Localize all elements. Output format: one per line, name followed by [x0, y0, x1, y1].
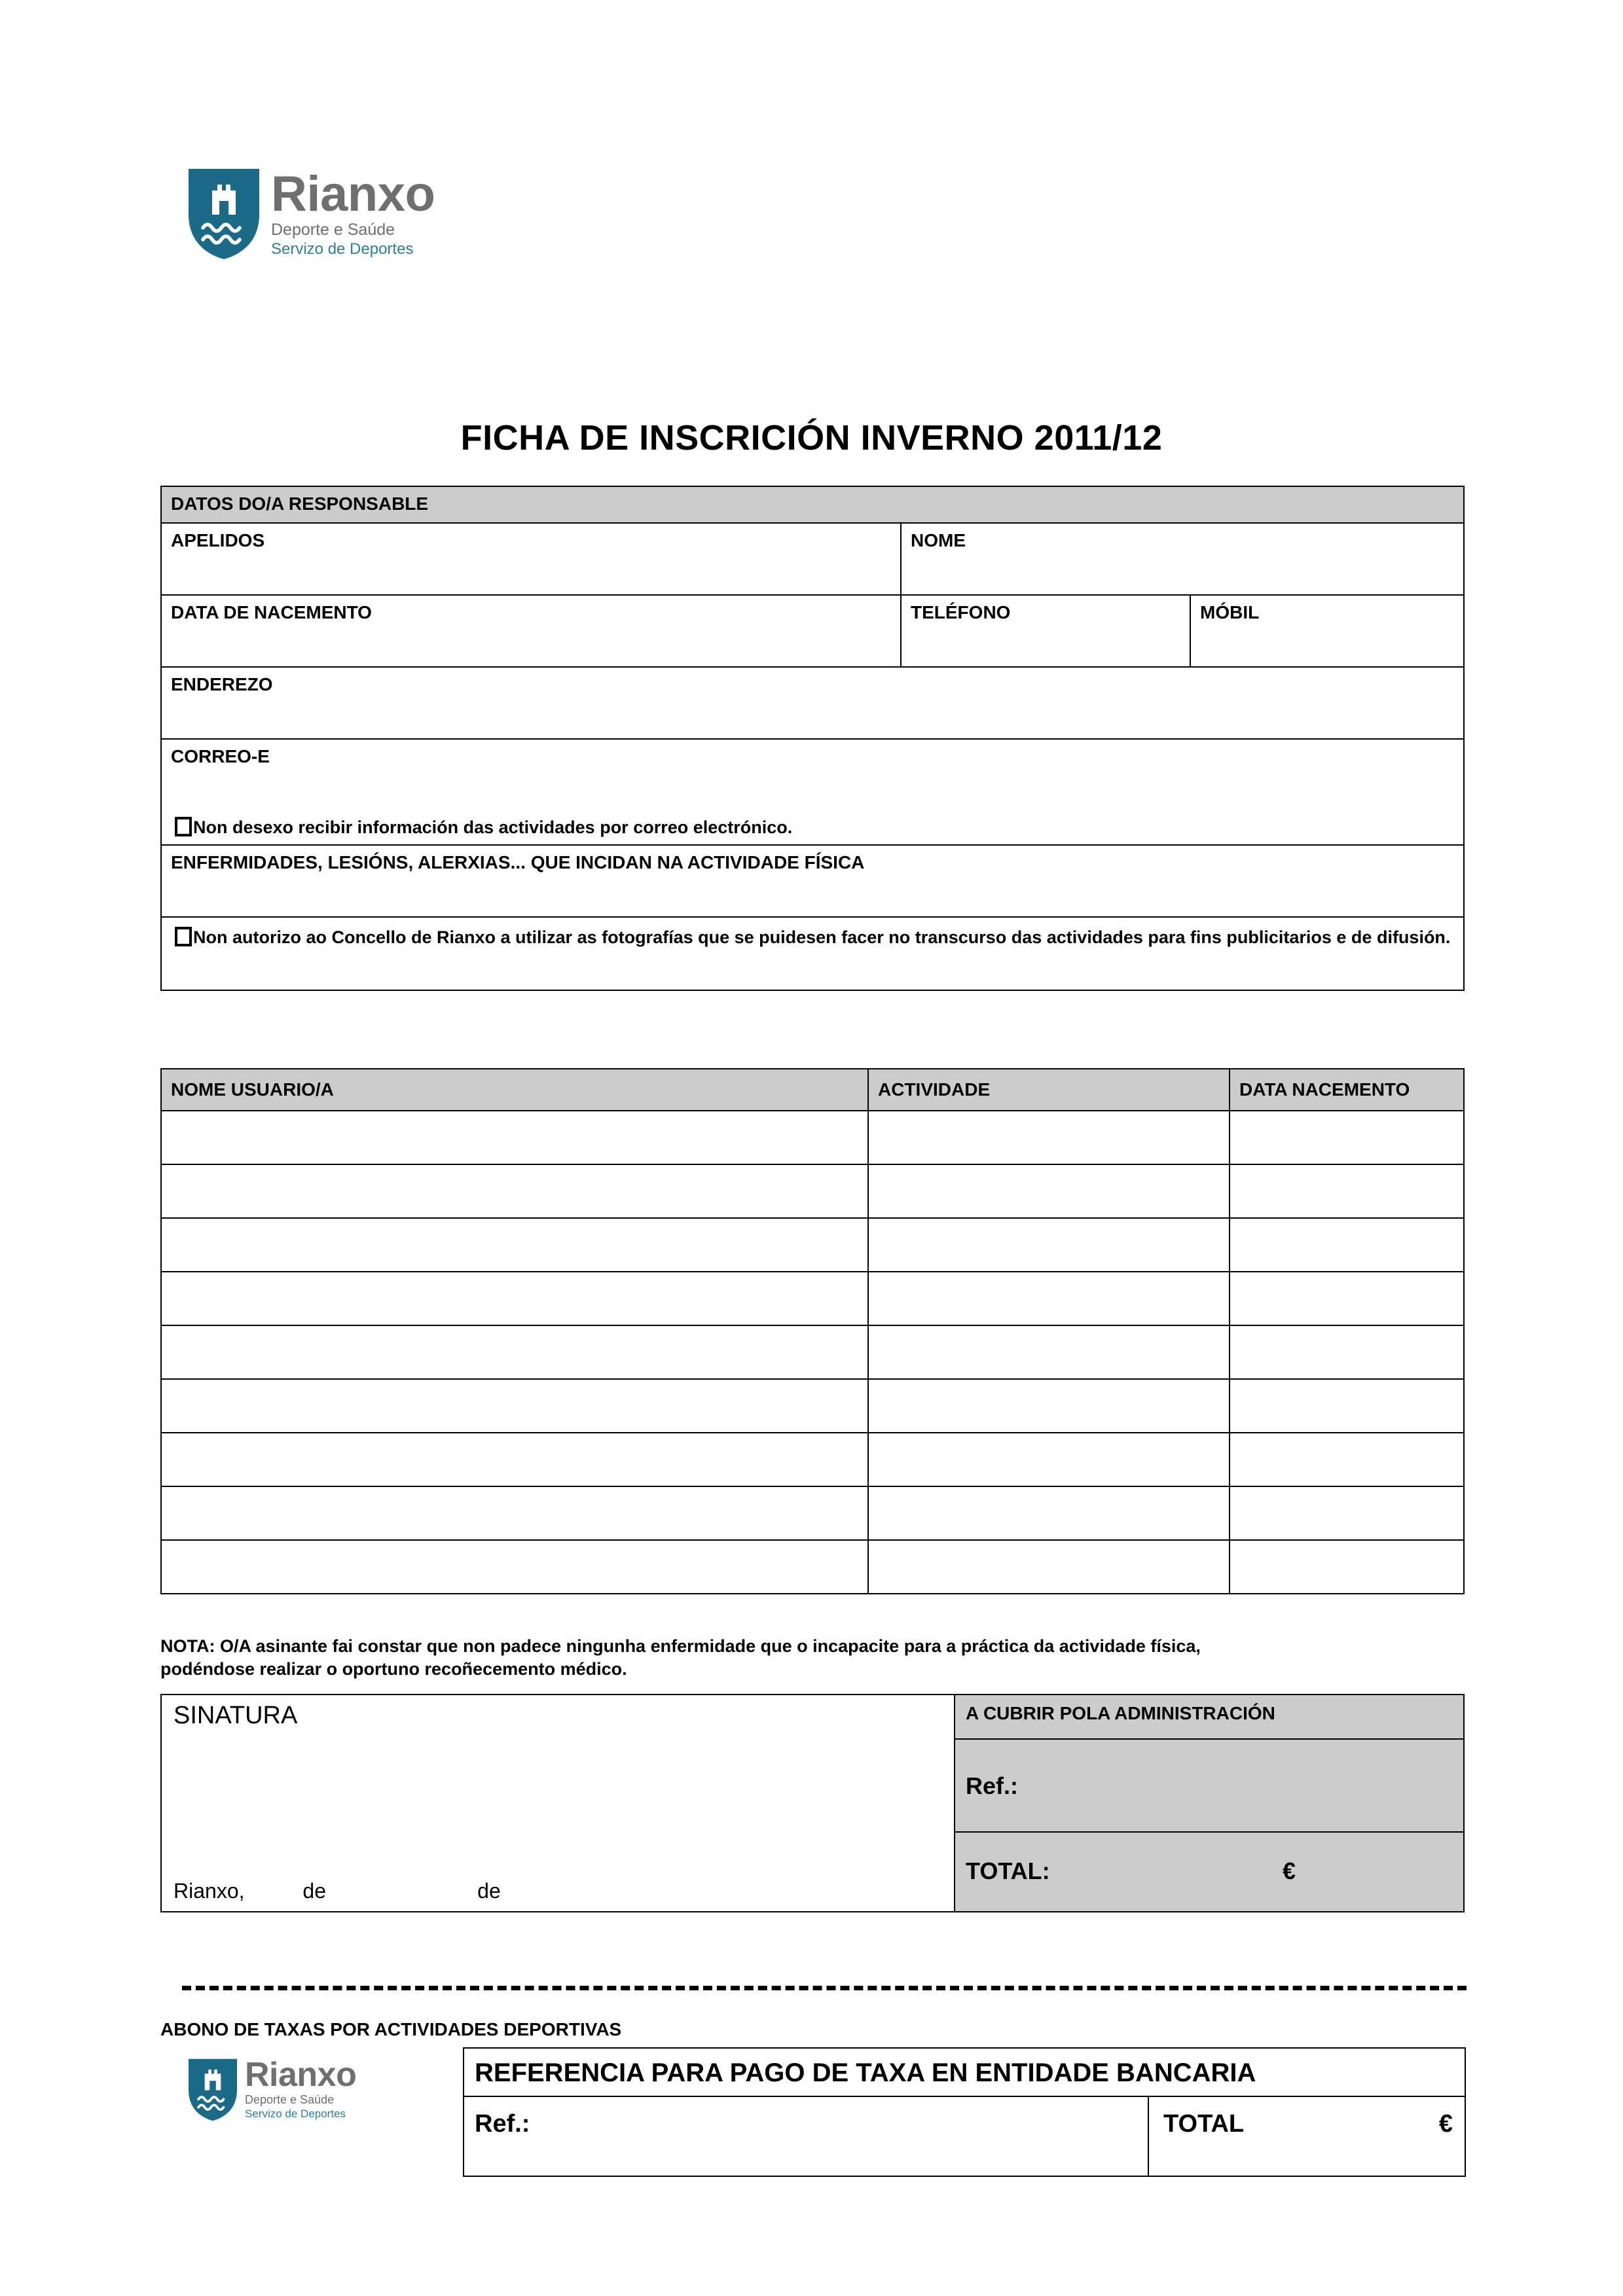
admin-section-header: A CUBRIR POLA ADMINISTRACIÓN	[955, 1695, 1464, 1739]
table-row	[161, 523, 1464, 595]
cell-data[interactable]	[1230, 1164, 1464, 1218]
nota-line-2: podéndose realizar o oportuno recoñecemento médico.	[160, 1659, 627, 1679]
table-row	[161, 595, 1464, 667]
banco-header-cell	[464, 2048, 1465, 2096]
table-row	[161, 667, 1464, 739]
checkbox-email-row[interactable]	[175, 817, 792, 839]
field-enfermidades[interactable]: ENFERMIDADES, LESIÓNS, ALERXIAS... QUE INCIDAN NA ACTIVIDADE FÍSICA	[161, 845, 1464, 917]
rianxo-shield-icon	[189, 169, 259, 259]
sinatura-place-line: Rianxo, de de	[173, 1879, 501, 1903]
brand-name: Rianxo	[245, 2056, 357, 2094]
cell-actividade[interactable]	[868, 1433, 1230, 1486]
cell-nome[interactable]	[161, 1433, 868, 1486]
checkbox-fotos-label: Non autorizo ao Concello de Rianxo a utilizar as fotografías que se puidesen facer no transcurso das actividades para fins publicitarios e de difusión.	[193, 927, 1451, 947]
brand-service: Servizo de Deportes	[245, 2107, 346, 2120]
rianxo-shield-icon	[189, 2058, 237, 2121]
cell-actividade[interactable]	[868, 1379, 1230, 1433]
admin-ref-cell[interactable]	[955, 1739, 1464, 1832]
table-row	[161, 739, 1464, 845]
table-row	[464, 2048, 1465, 2096]
usuarios-table-body	[161, 1111, 1464, 1594]
sinatura-table	[160, 1694, 1465, 1912]
table-row	[161, 1218, 1464, 1272]
table-row	[161, 1486, 1464, 1540]
table-row	[161, 486, 1464, 523]
checkbox-email-label: Non desexo recibir información das actividades por correo electrónico.	[193, 817, 793, 838]
admin-ref-label: Ref.:	[966, 1772, 1018, 1799]
banco-ref-label: Ref.:	[475, 2110, 530, 2138]
usuarios-table	[160, 1068, 1465, 1594]
cell-nome[interactable]	[161, 1111, 868, 1164]
cell-nome[interactable]	[161, 1486, 868, 1540]
cell-data[interactable]	[1230, 1325, 1464, 1379]
checkbox-email-box[interactable]	[175, 817, 192, 836]
nota-line-1: NOTA: O/A asinante fai constar que non padece ningunha enfermidade que o incapacite para a práctica da actividade física,	[160, 1636, 1201, 1656]
table-row	[161, 1111, 1464, 1164]
field-apelidos[interactable]: APELIDOS	[161, 523, 901, 595]
brand-name: Rianxo	[271, 166, 435, 222]
cell-actividade[interactable]	[868, 1164, 1230, 1218]
banco-header-label: REFERENCIA PARA PAGO DE TAXA EN ENTIDADE BANCARIA	[475, 2058, 1256, 2087]
table-row	[161, 1325, 1464, 1379]
brand-service: Servizo de Deportes	[271, 240, 414, 259]
logo-header	[189, 166, 435, 259]
col-actividade: ACTIVIDADE	[868, 1069, 1230, 1111]
brand-tagline: Deporte e Saúde	[245, 2092, 335, 2106]
cell-data[interactable]	[1230, 1272, 1464, 1325]
table-row	[161, 1695, 1464, 1739]
cell-nome[interactable]	[161, 1325, 868, 1379]
admin-total-cell[interactable]	[955, 1832, 1464, 1912]
sinatura-label: SINATURA	[173, 1702, 298, 1729]
field-correo[interactable]	[161, 739, 1464, 845]
checkbox-fotos-row[interactable]	[171, 927, 1455, 949]
cell-nome[interactable]	[161, 1272, 868, 1325]
field-mobil[interactable]: MÓBIL	[1190, 595, 1464, 667]
logo-footer	[189, 2058, 356, 2121]
admin-total-label: TOTAL:	[966, 1857, 1050, 1884]
table-row	[161, 1272, 1464, 1325]
field-data-nacemento[interactable]: DATA DE NACEMENTO	[161, 595, 901, 667]
table-row	[161, 917, 1464, 990]
cell-actividade[interactable]	[868, 1111, 1230, 1164]
cell-data[interactable]	[1230, 1111, 1464, 1164]
table-row	[161, 1379, 1464, 1433]
banco-total-cell[interactable]	[1148, 2096, 1465, 2176]
cell-nome[interactable]	[161, 1379, 868, 1433]
cell-actividade[interactable]	[868, 1325, 1230, 1379]
cell-data[interactable]	[1230, 1540, 1464, 1594]
checkbox-fotos-box[interactable]	[175, 927, 192, 946]
table-row	[161, 845, 1464, 917]
admin-currency-symbol: €	[1283, 1857, 1296, 1884]
cell-nome[interactable]	[161, 1164, 868, 1218]
cell-nome[interactable]	[161, 1218, 868, 1272]
cell-nome[interactable]	[161, 1540, 868, 1594]
field-correo-label: CORREO-E	[171, 746, 270, 766]
cell-actividade[interactable]	[868, 1540, 1230, 1594]
table-row	[161, 1540, 1464, 1594]
cell-data[interactable]	[1230, 1486, 1464, 1540]
sinatura-cell[interactable]	[161, 1695, 955, 1912]
field-nome[interactable]: NOME	[901, 523, 1464, 595]
checkbox-fotos-cell[interactable]	[161, 917, 1464, 990]
field-enderezo[interactable]: ENDEREZO	[161, 667, 1464, 739]
brand-tagline: Deporte e Saúde	[271, 220, 395, 239]
cell-data[interactable]	[1230, 1433, 1464, 1486]
responsable-section-title: DATOS DO/A RESPONSABLE	[161, 486, 1464, 523]
cell-data[interactable]	[1230, 1218, 1464, 1272]
abono-title: ABONO DE TAXAS POR ACTIVIDADES DEPORTIVAS	[160, 2019, 622, 2039]
banco-table	[463, 2047, 1466, 2177]
cell-data[interactable]	[1230, 1379, 1464, 1433]
cell-actividade[interactable]	[868, 1272, 1230, 1325]
col-nome-usuario: NOME USUARIO/A	[161, 1069, 868, 1111]
banco-total-label: TOTAL	[1163, 2110, 1245, 2138]
table-row	[464, 2096, 1465, 2176]
banco-ref-cell[interactable]	[464, 2096, 1148, 2176]
page-title: FICHA DE INSCRICIÓN INVERNO 2011/12	[460, 418, 1163, 457]
responsable-table	[160, 486, 1465, 991]
nota-block	[160, 1635, 1467, 1680]
cell-actividade[interactable]	[868, 1218, 1230, 1272]
cut-separator	[182, 1986, 1467, 1990]
banco-currency-symbol: €	[1438, 2110, 1453, 2138]
table-row	[161, 1164, 1464, 1218]
cell-actividade[interactable]	[868, 1486, 1230, 1540]
field-telefono[interactable]: TELÉFONO	[901, 595, 1190, 667]
table-header-row	[161, 1069, 1464, 1111]
table-row	[161, 1433, 1464, 1486]
col-data-nacemento: DATA NACEMENTO	[1230, 1069, 1464, 1111]
